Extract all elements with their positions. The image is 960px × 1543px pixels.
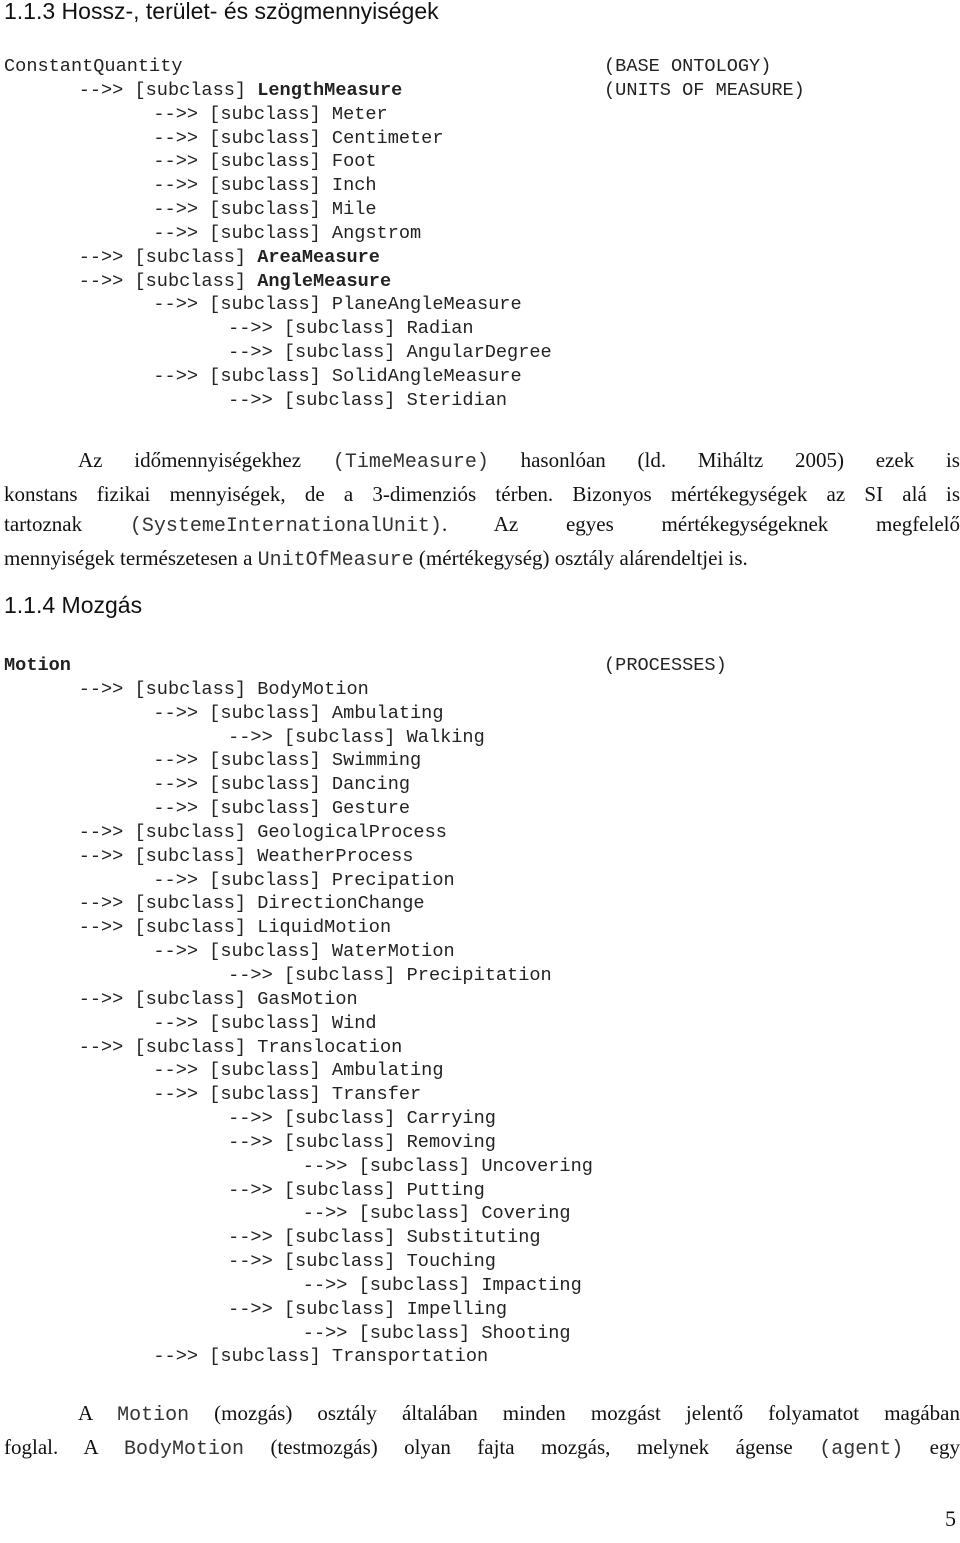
subclass-arrow-prefix: -->> [subclass] <box>153 199 332 221</box>
subclass-arrow-prefix: -->> [subclass] <box>302 1155 482 1177</box>
text-run: foglal. A <box>4 1434 124 1459</box>
tree-node <box>4 845 954 869</box>
text-run: (mozgás) osztály általában minden mozgást jelentő folyamatot magában <box>189 1401 960 1425</box>
tree-node <box>4 1059 954 1083</box>
tree-node <box>4 1107 954 1131</box>
subclass-arrow-prefix: -->> [subclass] <box>78 821 258 843</box>
text-run: Az időmennyiségekhez <box>78 448 333 472</box>
motion-paragraph <box>4 1398 960 1465</box>
subclass-arrow-prefix: -->> [subclass] <box>153 175 332 197</box>
subclass-arrow-prefix: -->> [subclass] <box>153 750 332 772</box>
class-name: PlaneAngleMeasure <box>331 294 522 316</box>
tree-node <box>4 749 954 773</box>
subclass-arrow-prefix: -->> [subclass] <box>78 79 258 101</box>
tree-node <box>4 246 954 270</box>
subclass-arrow-prefix: -->> [subclass] <box>228 726 407 748</box>
tree-node <box>4 127 954 151</box>
subclass-arrow-prefix: -->> [subclass] <box>153 702 332 724</box>
subclass-arrow-prefix: -->> [subclass] <box>228 1108 407 1130</box>
class-name: Foot <box>331 151 377 173</box>
text-run: . Az egyes mértékegységeknek megfelelő <box>441 512 960 536</box>
page-number: 5 <box>945 1506 956 1531</box>
class-name: Carrying <box>406 1108 496 1130</box>
inline-code: Motion <box>117 1404 190 1427</box>
class-name: Motion <box>4 655 71 676</box>
subclass-arrow-prefix: -->> [subclass] <box>78 845 258 867</box>
subclass-arrow-prefix: -->> [subclass] <box>78 270 258 292</box>
tree-node <box>4 79 954 103</box>
tree-node <box>4 726 954 750</box>
tree-node <box>4 317 954 341</box>
paragraph-line <box>4 1398 960 1432</box>
subclass-arrow-prefix: -->> [subclass] <box>228 1227 407 1249</box>
class-name: LiquidMotion <box>257 917 392 939</box>
tree-node <box>4 174 954 198</box>
tree-node <box>4 988 954 1012</box>
class-name: GeologicalProcess <box>257 821 447 843</box>
text-run: konstans fizikai mennyiségek, de a 3-dimenziós térben. Bizonyos mértékegységek az SI alá is <box>4 481 960 506</box>
subclass-arrow-prefix: -->> [subclass] <box>153 127 332 149</box>
class-name: Steridian <box>406 389 508 411</box>
subclass-arrow-prefix: -->> [subclass] <box>78 893 258 915</box>
subclass-arrow-prefix: -->> [subclass] <box>153 1012 332 1034</box>
subclass-arrow-prefix: -->> [subclass] <box>228 1251 407 1273</box>
class-name: Mile <box>331 199 377 221</box>
tree-node <box>4 678 954 702</box>
tree-node <box>4 103 954 127</box>
text-run: hasonlóan (ld. Miháltz 2005) ezek is <box>488 448 960 472</box>
inline-code: BodyMotion <box>123 1437 244 1461</box>
subclass-arrow-prefix: -->> [subclass] <box>78 988 258 1010</box>
tree-node <box>4 293 954 317</box>
tree-node <box>4 892 954 916</box>
paragraph-line <box>4 1432 960 1466</box>
class-name: Impelling <box>406 1298 508 1320</box>
text-run: mennyiségek természetesen a <box>4 545 258 570</box>
tree-node <box>4 150 954 174</box>
paragraph-line <box>4 543 960 577</box>
tree-node <box>4 869 954 893</box>
class-name: Uncovering <box>481 1155 593 1177</box>
tree-node <box>4 773 954 797</box>
text-run: tartoznak <box>4 512 130 536</box>
subclass-arrow-prefix: -->> [subclass] <box>228 964 407 986</box>
class-name: DirectionChange <box>257 893 425 915</box>
paragraph-line <box>4 445 960 479</box>
subclass-arrow-prefix: -->> [subclass] <box>153 941 332 963</box>
subclass-arrow-prefix: -->> [subclass] <box>228 1298 407 1320</box>
class-name: SolidAngleMeasure <box>331 365 522 387</box>
tree-node <box>4 365 954 389</box>
inline-code: (SystemeInternationalUnit) <box>129 515 442 538</box>
class-name: ConstantQuantity <box>4 56 183 77</box>
tree-node <box>4 1250 954 1274</box>
class-name: Walking <box>406 726 485 748</box>
inline-code: (TimeMeasure) <box>332 451 489 474</box>
section-heading-measures: 1.1.3 Hossz-, terület- és szögmennyiségek <box>4 0 439 24</box>
tree-node <box>4 916 954 940</box>
tree-node <box>4 1083 954 1107</box>
tree-node <box>4 1179 954 1203</box>
tree-node <box>4 1226 954 1250</box>
subclass-arrow-prefix: -->> [subclass] <box>153 222 332 244</box>
subclass-arrow-prefix: -->> [subclass] <box>78 1036 258 1058</box>
class-name: AreaMeasure <box>257 246 380 268</box>
tree-node <box>4 1202 954 1226</box>
class-name: Touching <box>406 1251 496 1273</box>
subclass-arrow-prefix: -->> [subclass] <box>228 342 407 364</box>
class-name: Dancing <box>331 774 411 796</box>
class-name: AngularDegree <box>406 342 552 364</box>
section-heading-motion: 1.1.4 Mozgás <box>4 592 143 618</box>
subclass-arrow-prefix: -->> [subclass] <box>228 1131 407 1153</box>
class-name: Ambulating <box>331 1060 444 1082</box>
inline-code: (agent) <box>819 1437 904 1461</box>
ontology-label: (PROCESSES) <box>604 655 727 676</box>
class-name: AngleMeasure <box>257 270 392 292</box>
class-name: Shooting <box>481 1322 571 1344</box>
text-run: (mértékegység) osztály alárendeltjei is. <box>413 545 748 570</box>
subclass-arrow-prefix: -->> [subclass] <box>153 365 332 387</box>
subclass-arrow-prefix: -->> [subclass] <box>228 1179 407 1201</box>
class-name: Transfer <box>331 1084 422 1106</box>
tree-node <box>4 1274 954 1298</box>
tree-node <box>4 1036 954 1060</box>
subclass-arrow-prefix: -->> [subclass] <box>153 294 332 316</box>
class-name: Meter <box>331 103 388 125</box>
tree-node <box>4 1131 954 1155</box>
text-run: A <box>78 1401 118 1425</box>
ontology-label: (BASE ONTOLOGY) <box>604 56 772 77</box>
ontology-label: (UNITS OF MEASURE) <box>604 79 805 101</box>
class-name: WaterMotion <box>331 941 455 963</box>
subclass-arrow-prefix: -->> [subclass] <box>302 1203 482 1225</box>
class-name: Removing <box>406 1131 496 1153</box>
class-name: Radian <box>406 318 474 340</box>
tree-node <box>4 1012 954 1036</box>
subclass-arrow-prefix: -->> [subclass] <box>228 318 407 340</box>
tree-node <box>4 389 954 413</box>
tree-node <box>4 1155 954 1179</box>
paragraph-line <box>4 509 960 543</box>
text-run: egy <box>903 1434 960 1459</box>
subclass-arrow-prefix: -->> [subclass] <box>78 917 258 939</box>
subclass-arrow-prefix: -->> [subclass] <box>228 389 407 411</box>
class-name: Putting <box>406 1179 485 1201</box>
tree-node <box>4 940 954 964</box>
class-name: Swimming <box>331 750 422 772</box>
tree-node <box>4 821 954 845</box>
measure-ontology-tree <box>4 55 954 413</box>
class-name: Impacting <box>481 1274 582 1296</box>
subclass-arrow-prefix: -->> [subclass] <box>153 1060 332 1082</box>
tree-node <box>4 270 954 294</box>
class-name: Wind <box>331 1012 377 1034</box>
class-name: Covering <box>481 1203 571 1225</box>
tree-node <box>4 654 954 678</box>
tree-node <box>4 1345 954 1369</box>
tree-node <box>4 55 954 79</box>
subclass-arrow-prefix: -->> [subclass] <box>153 103 332 125</box>
tree-node <box>4 702 954 726</box>
tree-node <box>4 222 954 246</box>
subclass-arrow-prefix: -->> [subclass] <box>153 1346 332 1368</box>
subclass-arrow-prefix: -->> [subclass] <box>153 869 332 891</box>
class-name: Angstrom <box>331 222 422 244</box>
motion-ontology-tree <box>4 654 954 1369</box>
subclass-arrow-prefix: -->> [subclass] <box>153 151 332 173</box>
subclass-arrow-prefix: -->> [subclass] <box>78 246 258 268</box>
text-run: (testmozgás) olyan fajta mozgás, melynek ágense <box>244 1434 820 1459</box>
class-name: Centimeter <box>331 127 444 149</box>
subclass-arrow-prefix: -->> [subclass] <box>153 798 332 820</box>
class-name: Substituting <box>406 1227 541 1249</box>
inline-code: UnitOfMeasure <box>257 548 414 572</box>
subclass-arrow-prefix: -->> [subclass] <box>78 678 258 700</box>
subclass-arrow-prefix: -->> [subclass] <box>153 1084 332 1106</box>
class-name: Inch <box>331 175 377 197</box>
tree-node <box>4 1298 954 1322</box>
tree-node <box>4 964 954 988</box>
class-name: WeatherProcess <box>257 845 414 867</box>
class-name: Ambulating <box>331 702 444 724</box>
tree-node <box>4 198 954 222</box>
class-name: Transportation <box>331 1346 489 1368</box>
subclass-arrow-prefix: -->> [subclass] <box>153 774 332 796</box>
tree-node <box>4 1322 954 1346</box>
class-name: Translocation <box>257 1036 403 1058</box>
subclass-arrow-prefix: -->> [subclass] <box>302 1274 482 1296</box>
class-name: BodyMotion <box>257 678 369 700</box>
paragraph-line <box>4 479 960 510</box>
class-name: GasMotion <box>257 988 358 1010</box>
tree-node <box>4 797 954 821</box>
class-name: LengthMeasure <box>257 79 403 101</box>
subclass-arrow-prefix: -->> [subclass] <box>302 1322 482 1344</box>
measures-paragraph <box>4 445 960 576</box>
class-name: Precipation <box>331 869 455 891</box>
tree-node <box>4 341 954 365</box>
class-name: Precipitation <box>406 964 552 986</box>
class-name: Gesture <box>331 798 411 820</box>
